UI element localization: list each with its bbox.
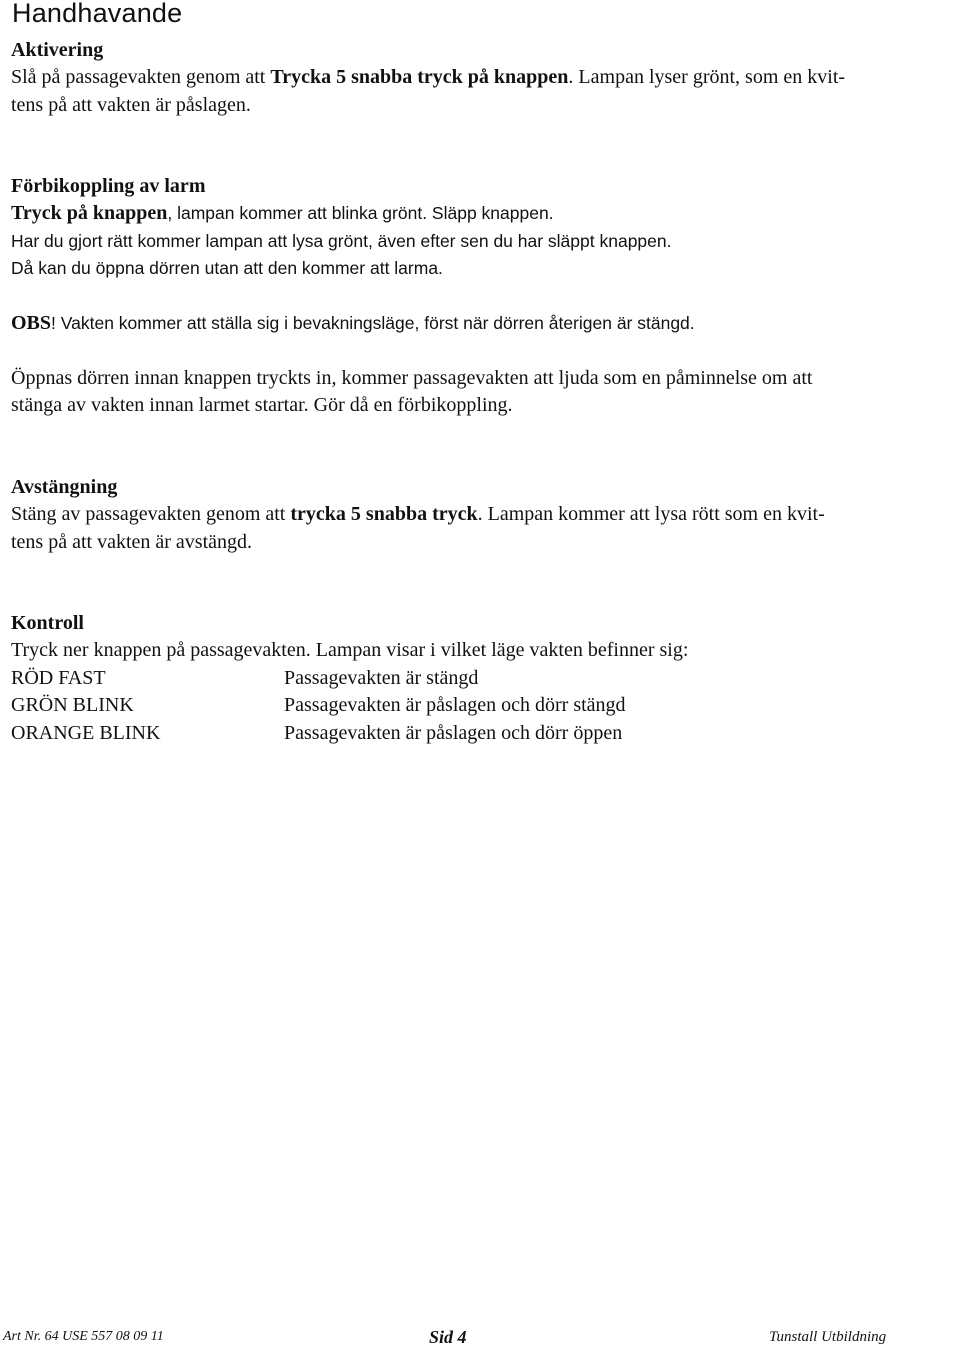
bypass-line-3: Då kan du öppna dörren utan att den kommer att larma. bbox=[11, 258, 443, 279]
shutdown-line-1: Stäng av passagevakten genom att trycka 5 snabba tryck. Lampan kommer att lysa rött som en kvit- bbox=[11, 503, 825, 526]
status-list bbox=[11, 665, 946, 747]
activation-line-1: Slå på passagevakten genom att Trycka 5 snabba tryck på knappen. Lampan lyser grönt, som en kvit- bbox=[11, 66, 846, 89]
status-row bbox=[11, 692, 946, 719]
shutdown-emphasis: trycka 5 snabba tryck bbox=[290, 503, 478, 526]
page-title: Handhavande bbox=[12, 0, 183, 28]
bypass-reminder-paragraph bbox=[11, 365, 946, 420]
activation-line-2: tens på att vakten är påslagen. bbox=[11, 93, 251, 116]
reminder-line-2: stänga av vakten innan larmet startar. Gör då en förbikoppling. bbox=[11, 394, 513, 417]
section-heading-shutdown: Avstängning bbox=[11, 476, 118, 498]
bypass-line-1: Tryck på knappen, lampan kommer att blinka grönt. Släpp knappen. bbox=[11, 202, 554, 225]
shutdown-line-2: tens på att vakten är avstängd. bbox=[11, 530, 253, 553]
section-control bbox=[11, 610, 946, 747]
section-heading-activation: Aktivering bbox=[11, 39, 104, 61]
page-number: Sid 4 bbox=[429, 1327, 467, 1347]
bypass-line-2: Har du gjort rätt kommer lampan att lysa grönt, även efter sen du har släppt knappen. bbox=[11, 230, 672, 251]
activation-emphasis: Trycka 5 snabba tryck på knappen bbox=[270, 66, 569, 89]
status-row bbox=[11, 665, 946, 692]
status-signal: GRÖN BLINK bbox=[11, 694, 134, 717]
status-meaning: Passagevakten är stängd bbox=[284, 666, 479, 689]
section-heading-bypass: Förbikoppling av larm bbox=[11, 175, 206, 197]
page-footer bbox=[0, 1327, 960, 1349]
status-signal: ORANGE BLINK bbox=[11, 721, 161, 744]
section-activation bbox=[11, 37, 946, 119]
bypass-emphasis: Tryck på knappen bbox=[11, 202, 168, 225]
section-shutdown bbox=[11, 474, 946, 556]
obs-label: OBS bbox=[11, 312, 52, 334]
article-number: Art Nr. 64 USE 557 08 09 11 bbox=[3, 1329, 164, 1344]
section-bypass bbox=[11, 173, 946, 283]
reminder-line-1: Öppnas dörren innan knappen tryckts in, kommer passagevakten att ljuda som en påminnelse om att bbox=[11, 367, 813, 389]
status-row bbox=[11, 720, 946, 747]
status-signal: RÖD FAST bbox=[11, 666, 106, 689]
status-meaning: Passagevakten är påslagen och dörr stängd bbox=[284, 694, 626, 717]
control-intro: Tryck ner knappen på passagevakten. Lampan visar i vilket läge vakten befinner sig: bbox=[11, 639, 689, 662]
section-heading-control: Kontroll bbox=[11, 612, 84, 634]
status-meaning: Passagevakten är påslagen och dörr öppen bbox=[284, 721, 623, 744]
obs-line: OBS! Vakten kommer att ställa sig i bevakningsläge, först när dörren återigen är stängd. bbox=[11, 312, 695, 334]
bypass-obs-note bbox=[11, 310, 946, 337]
publisher-name: Tunstall Utbildning bbox=[769, 1329, 887, 1345]
